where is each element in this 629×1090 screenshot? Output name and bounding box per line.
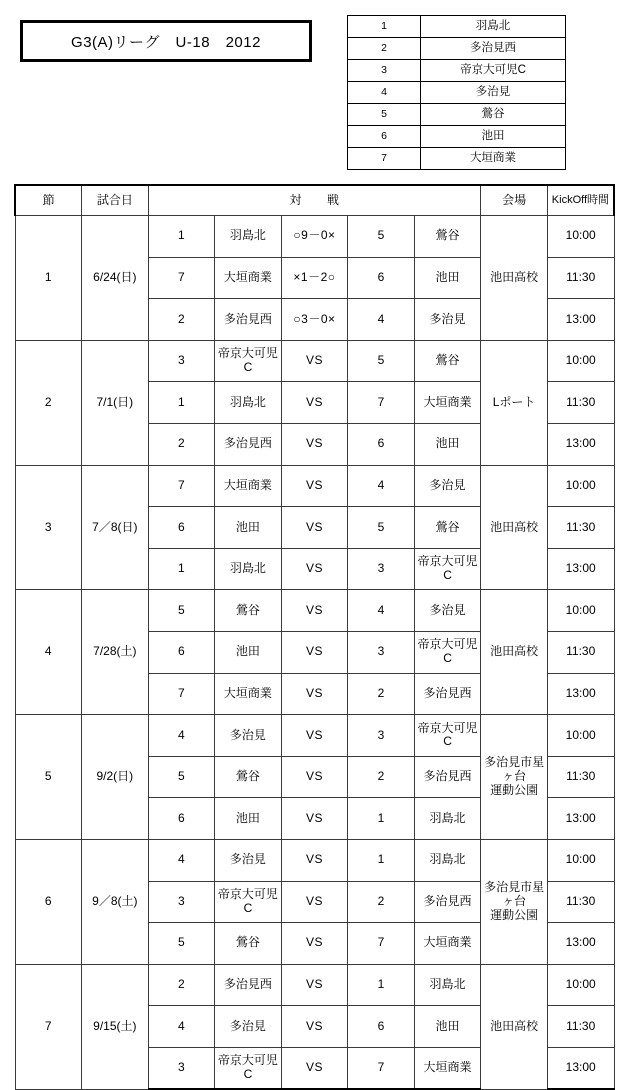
away-team-number: 1 [348, 964, 415, 1006]
kickoff-time: 13:00 [547, 673, 614, 715]
match-result: VS [281, 590, 348, 632]
match-result: VS [281, 548, 348, 590]
away-team-number: 3 [348, 548, 415, 590]
kickoff-time: 10:00 [547, 964, 614, 1006]
match-result: VS [281, 465, 348, 507]
venue-line: 池田高校 [490, 1018, 539, 1033]
round-number: 5 [15, 715, 82, 840]
kickoff-time: 11:30 [547, 382, 614, 424]
schedule-row [15, 590, 614, 632]
home-team-name: 羽島北 [215, 382, 282, 424]
venue-line: 運動公園 [490, 907, 539, 922]
away-team-name: 羽島北 [414, 798, 481, 840]
home-team-number: 3 [148, 881, 215, 923]
away-team-number: 5 [348, 216, 415, 258]
away-team-name: 帝京大可児C [414, 715, 481, 757]
home-team-name: 池田 [215, 507, 282, 549]
away-team-number: 6 [348, 423, 415, 465]
home-team-number: 5 [148, 756, 215, 798]
round-number: 6 [15, 839, 82, 964]
home-team-name: 鶯谷 [215, 590, 282, 632]
away-team-number: 7 [348, 1047, 415, 1089]
schedule-row [15, 216, 614, 258]
home-team-number: 5 [148, 590, 215, 632]
away-team-name: 池田 [414, 423, 481, 465]
home-team-number: 6 [148, 507, 215, 549]
kickoff-time: 11:30 [547, 881, 614, 923]
team-number: 1 [348, 16, 421, 38]
kickoff-time: 13:00 [547, 1047, 614, 1089]
team-list-row [348, 16, 566, 38]
kickoff-time: 13:00 [547, 548, 614, 590]
team-number: 7 [348, 148, 421, 170]
home-team-number: 7 [148, 257, 215, 299]
kickoff-time: 13:00 [547, 798, 614, 840]
match-result: VS [281, 507, 348, 549]
kickoff-time: 11:30 [547, 756, 614, 798]
home-team-name: 帝京大可児C [215, 1047, 282, 1089]
home-team-name: 羽島北 [215, 216, 282, 258]
match-date: 7/28(土) [82, 590, 149, 715]
away-team-name: 池田 [414, 257, 481, 299]
venue-line: 池田高校 [490, 519, 539, 534]
away-team-name: 鶯谷 [414, 216, 481, 258]
match-date: 6/24(日) [82, 216, 149, 341]
away-team-number: 5 [348, 507, 415, 549]
match-result: VS [281, 631, 348, 673]
match-result: VS [281, 839, 348, 881]
home-team-number: 7 [148, 673, 215, 715]
venue [481, 216, 548, 341]
away-team-name: 多治見西 [414, 881, 481, 923]
away-team-name: 帝京大可児C [414, 631, 481, 673]
home-team-name: 鶯谷 [215, 756, 282, 798]
venue [481, 465, 548, 590]
match-result: VS [281, 382, 348, 424]
home-team-name: 帝京大可児C [215, 340, 282, 382]
team-name: 池田 [421, 126, 566, 148]
away-team-number: 1 [348, 839, 415, 881]
schedule-table [14, 184, 615, 1090]
team-number: 5 [348, 104, 421, 126]
kickoff-time: 11:30 [547, 1006, 614, 1048]
schedule-row [15, 964, 614, 1006]
home-team-name: 多治見 [215, 715, 282, 757]
team-name: 羽島北 [421, 16, 566, 38]
away-team-name: 鶯谷 [414, 340, 481, 382]
match-result: ○9－0× [281, 216, 348, 258]
away-team-name: 大垣商業 [414, 1047, 481, 1089]
match-result: VS [281, 1047, 348, 1089]
home-team-number: 5 [148, 923, 215, 965]
home-team-name: 多治見西 [215, 299, 282, 341]
venue-line: 池田高校 [490, 269, 539, 284]
away-team-name: 多治見 [414, 590, 481, 632]
home-team-name: 池田 [215, 631, 282, 673]
venue-line: Lポート [492, 394, 536, 409]
away-team-name: 多治見西 [414, 756, 481, 798]
home-team-number: 6 [148, 798, 215, 840]
header-date: 試合日 [82, 185, 149, 216]
match-result: ×1－2○ [281, 257, 348, 299]
venue [481, 590, 548, 715]
venue [481, 340, 548, 465]
home-team-number: 1 [148, 548, 215, 590]
match-result: VS [281, 964, 348, 1006]
home-team-number: 6 [148, 631, 215, 673]
kickoff-time: 10:00 [547, 465, 614, 507]
away-team-name: 大垣商業 [414, 382, 481, 424]
home-team-number: 4 [148, 715, 215, 757]
kickoff-time: 10:00 [547, 590, 614, 632]
schedule-table-head [15, 185, 614, 216]
home-team-number: 2 [148, 964, 215, 1006]
match-date: 7／8(日) [82, 465, 149, 590]
team-list-row [348, 104, 566, 126]
home-team-number: 2 [148, 299, 215, 341]
match-result: VS [281, 673, 348, 715]
venue-line: 池田高校 [490, 644, 539, 659]
home-team-number: 1 [148, 216, 215, 258]
home-team-number: 2 [148, 423, 215, 465]
schedule-row [15, 715, 614, 757]
away-team-number: 2 [348, 673, 415, 715]
away-team-name: 多治見 [414, 465, 481, 507]
schedule-table-body [15, 216, 614, 1090]
venue [481, 964, 548, 1089]
venue-line: 多治見市星ヶ台 [484, 880, 545, 908]
round-number: 4 [15, 590, 82, 715]
schedule-row [15, 839, 614, 881]
team-list-row [348, 82, 566, 104]
schedule-row [15, 465, 614, 507]
kickoff-time: 13:00 [547, 923, 614, 965]
kickoff-time: 10:00 [547, 715, 614, 757]
away-team-number: 6 [348, 1006, 415, 1048]
home-team-name: 多治見西 [215, 423, 282, 465]
away-team-number: 1 [348, 798, 415, 840]
kickoff-time: 13:00 [547, 423, 614, 465]
venue [481, 839, 548, 964]
away-team-number: 3 [348, 715, 415, 757]
away-team-number: 2 [348, 881, 415, 923]
team-name: 大垣商業 [421, 148, 566, 170]
kickoff-time: 11:30 [547, 507, 614, 549]
home-team-name: 多治見西 [215, 964, 282, 1006]
venue [481, 715, 548, 840]
away-team-name: 鶯谷 [414, 507, 481, 549]
match-result: VS [281, 1006, 348, 1048]
page-title: G3(A)リーグ U-18 2012 [71, 33, 261, 51]
header-venue: 会場 [481, 185, 548, 216]
header-round: 節 [15, 185, 82, 216]
match-date: 9／8(土) [82, 839, 149, 964]
away-team-name: 多治見 [414, 299, 481, 341]
round-number: 7 [15, 964, 82, 1089]
away-team-number: 7 [348, 382, 415, 424]
away-team-name: 羽島北 [414, 839, 481, 881]
home-team-number: 3 [148, 1047, 215, 1089]
round-number: 3 [15, 465, 82, 590]
match-result: VS [281, 881, 348, 923]
team-number: 6 [348, 126, 421, 148]
away-team-name: 帝京大可児C [414, 548, 481, 590]
kickoff-time: 10:00 [547, 839, 614, 881]
home-team-name: 鶯谷 [215, 923, 282, 965]
round-number: 2 [15, 340, 82, 465]
team-number: 3 [348, 60, 421, 82]
match-date: 9/2(日) [82, 715, 149, 840]
match-result: VS [281, 423, 348, 465]
match-result: ○3－0× [281, 299, 348, 341]
away-team-number: 4 [348, 590, 415, 632]
home-team-name: 帝京大可児C [215, 881, 282, 923]
away-team-number: 2 [348, 756, 415, 798]
match-date: 7/1(日) [82, 340, 149, 465]
home-team-name: 大垣商業 [215, 673, 282, 715]
header-match: 対 戦 [148, 185, 481, 216]
team-name: 鶯谷 [421, 104, 566, 126]
kickoff-time: 10:00 [547, 340, 614, 382]
home-team-number: 4 [148, 839, 215, 881]
team-name: 多治見西 [421, 38, 566, 60]
home-team-name: 大垣商業 [215, 257, 282, 299]
match-date: 9/15(土) [82, 964, 149, 1089]
match-result: VS [281, 923, 348, 965]
team-number: 4 [348, 82, 421, 104]
away-team-number: 3 [348, 631, 415, 673]
away-team-name: 池田 [414, 1006, 481, 1048]
match-result: VS [281, 715, 348, 757]
schedule-row [15, 340, 614, 382]
kickoff-time: 10:00 [547, 216, 614, 258]
away-team-number: 4 [348, 465, 415, 507]
home-team-number: 4 [148, 1006, 215, 1048]
round-number: 1 [15, 216, 82, 341]
team-name: 多治見 [421, 82, 566, 104]
team-list-body [348, 16, 566, 170]
match-result: VS [281, 756, 348, 798]
venue-line: 運動公園 [490, 782, 539, 797]
home-team-name: 羽島北 [215, 548, 282, 590]
home-team-name: 大垣商業 [215, 465, 282, 507]
match-result: VS [281, 798, 348, 840]
home-team-name: 池田 [215, 798, 282, 840]
match-result: VS [281, 340, 348, 382]
schedule-header-row [15, 185, 614, 216]
away-team-number: 6 [348, 257, 415, 299]
team-name: 帝京大可児C [421, 60, 566, 82]
away-team-number: 4 [348, 299, 415, 341]
kickoff-time: 11:30 [547, 257, 614, 299]
home-team-name: 多治見 [215, 1006, 282, 1048]
home-team-number: 7 [148, 465, 215, 507]
team-list-row [348, 38, 566, 60]
team-list-row [348, 126, 566, 148]
home-team-number: 1 [148, 382, 215, 424]
venue-line: 多治見市星ヶ台 [484, 755, 545, 784]
league-title-box [20, 20, 312, 62]
kickoff-time: 13:00 [547, 299, 614, 341]
home-team-number: 3 [148, 340, 215, 382]
away-team-number: 7 [348, 923, 415, 965]
away-team-name: 大垣商業 [414, 923, 481, 965]
away-team-name: 多治見西 [414, 673, 481, 715]
kickoff-time: 11:30 [547, 631, 614, 673]
away-team-number: 5 [348, 340, 415, 382]
team-number: 2 [348, 38, 421, 60]
team-list-table [347, 15, 566, 170]
team-list-row [348, 148, 566, 170]
away-team-name: 羽島北 [414, 964, 481, 1006]
home-team-name: 多治見 [215, 839, 282, 881]
header-kickoff: KickOff時間 [547, 185, 614, 216]
team-list-row [348, 60, 566, 82]
